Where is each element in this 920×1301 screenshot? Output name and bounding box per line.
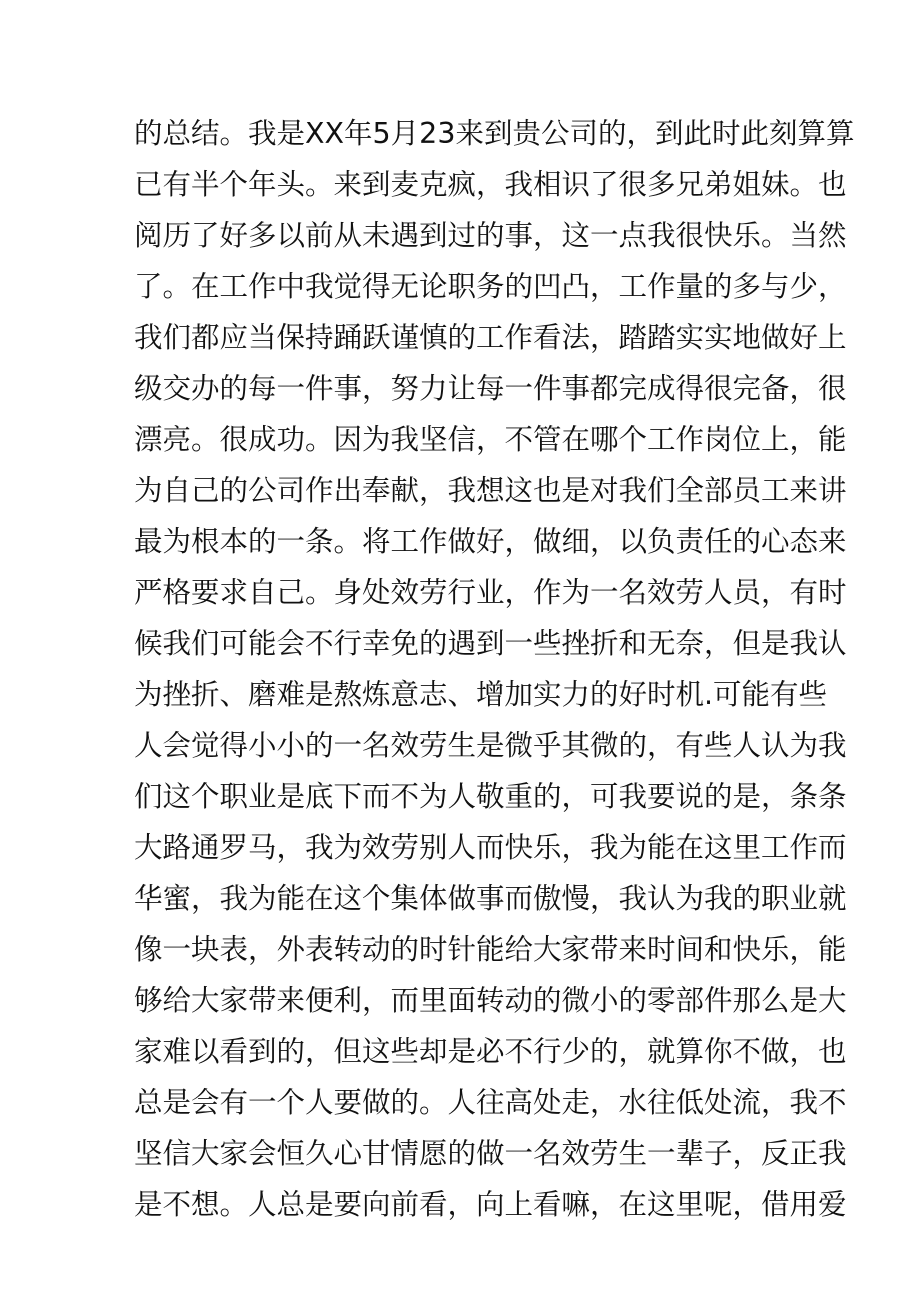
- text-line: 华蜜，我为能在这个集体做事而傲慢，我认为我的职业就: [134, 882, 847, 915]
- text-line: 为自己的公司作出奉献，我想这也是对我们全部员工来讲: [134, 474, 847, 507]
- text-line: 为挫折、磨难是熬炼意志、增加实力的好时机.可能有些: [134, 678, 828, 711]
- text-line: 的总结。我是XX年5月23来到贵公司的，到此时此刻算算: [134, 117, 855, 150]
- text-line: 们这个职业是底下而不为人敬重的，可我要说的是，条条: [134, 780, 847, 813]
- text-line: 阅历了好多以前从未遇到过的事，这一点我很快乐。当然: [134, 219, 847, 252]
- text-line: 已有半个年头。来到麦克疯，我相识了很多兄弟姐妹。也: [134, 168, 847, 201]
- text-line: 了。在工作中我觉得无论职务的凹凸，工作量的多与少，: [134, 270, 847, 303]
- text-line: 大路通罗马，我为效劳别人而快乐，我为能在这里工作而: [134, 831, 847, 864]
- text-line: 我们都应当保持踊跃谨慎的工作看法，踏踏实实地做好上: [134, 321, 847, 354]
- text-line: 总是会有一个人要做的。人往高处走，水往低处流，我不: [134, 1086, 847, 1119]
- text-line: 坚信大家会恒久心甘情愿的做一名效劳生一辈子，反正我: [134, 1137, 847, 1170]
- text-line: 漂亮。很成功。因为我坚信，不管在哪个工作岗位上，能: [134, 423, 847, 456]
- text-line: 是不想。人总是要向前看，向上看嘛，在这里呢，借用爱: [134, 1188, 847, 1221]
- text-line: 家难以看到的，但这些却是必不行少的，就算你不做，也: [134, 1035, 847, 1068]
- text-line: 候我们可能会不行幸免的遇到一些挫折和无奈，但是我认: [134, 627, 847, 660]
- text-line: 像一块表，外表转动的时针能给大家带来时间和快乐，能: [134, 933, 847, 966]
- text-line: 严格要求自己。身处效劳行业，作为一名效劳人员，有时: [134, 576, 847, 609]
- text-line: 够给大家带来便利，而里面转动的微小的零部件那么是大: [134, 984, 847, 1017]
- body-text: [134, 108, 855, 1230]
- text-line: 人会觉得小小的一名效劳生是微乎其微的，有些人认为我: [134, 729, 847, 762]
- text-line: 最为根本的一条。将工作做好，做细，以负责任的心态来: [134, 525, 847, 558]
- text-line: 级交办的每一件事，努力让每一件事都完成得很完备，很: [134, 372, 847, 405]
